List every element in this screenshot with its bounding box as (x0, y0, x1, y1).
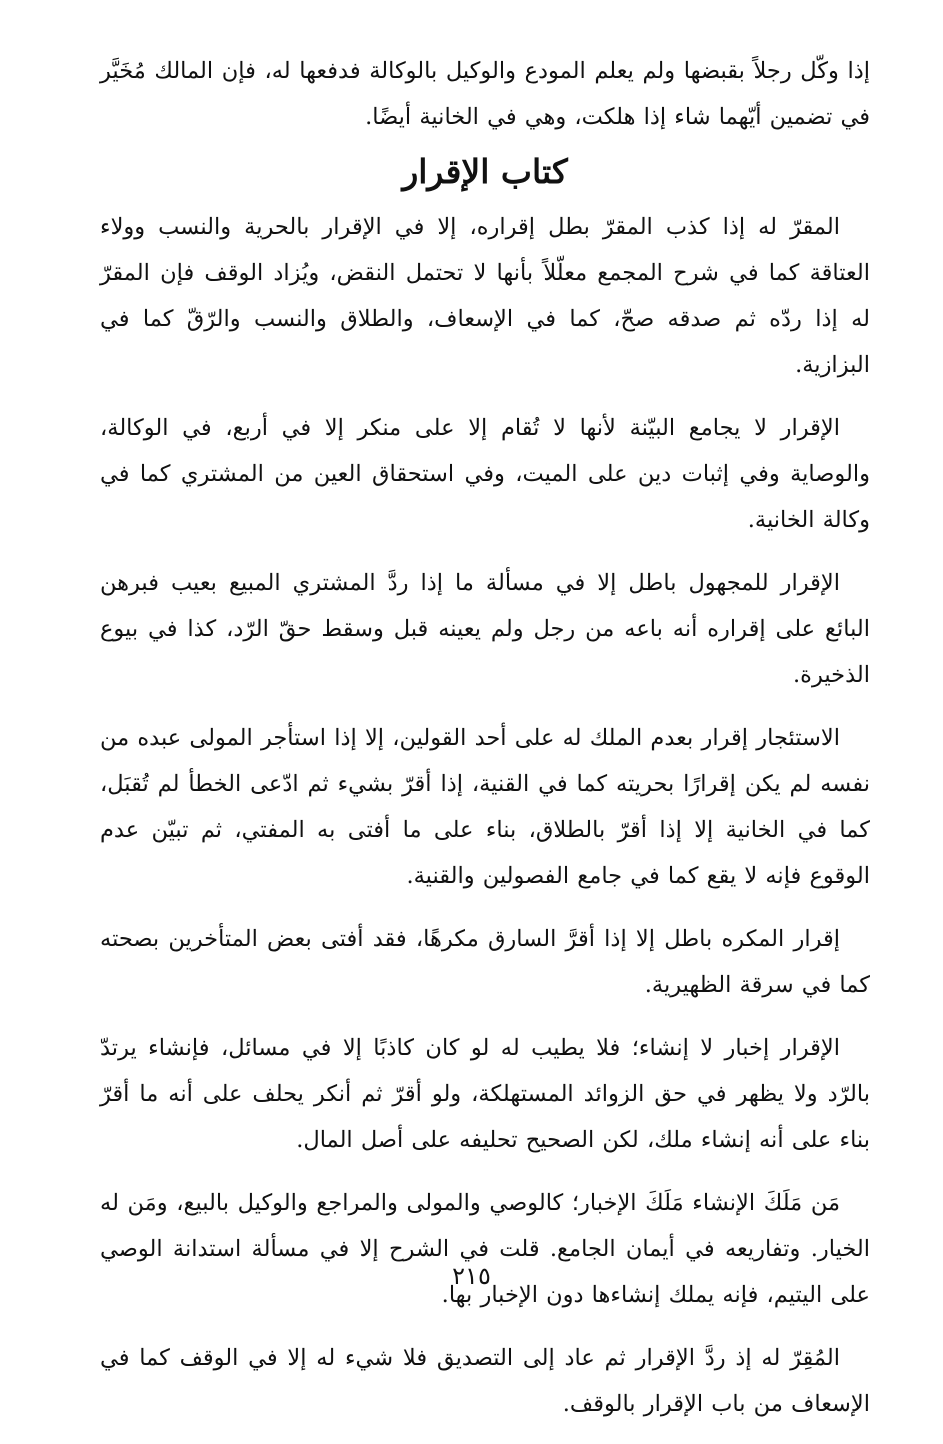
paragraph-1: المقرّ له إذا كذب المقرّ بطل إقراره، إلا في الإقرار بالحرية والنسب وولاء العتاقة كما في شرح المجمع معلّلاً بأنها لا تحتمل النقض، ويُزاد الوقف فإن المقرّ له إذا ردّه ثم صدقه صحّ، كما في الإسعاف، والطلاق والنسب والرّقّ كما في البزازية. (100, 214, 870, 378)
paragraph-4: الاستئجار إقرار بعدم الملك له على أحد القولين، إلا إذا استأجر المولى عبده من نفسه لم يكن إقرارًا بحريته كما في القنية، إذا أقرّ بشيء ثم ادّعى الخطأ لم تُقبَل، كما في الخانية إلا إذا أقرّ بالطلاق، بناء على ما أفتى به المفتي، ثم تبيّن عدم الوقوع فإنه لا يقع كما في جامع الفصولين والقنية. (100, 725, 870, 889)
paragraph-7: مَن مَلَكَ الإنشاء مَلَكَ الإخبار؛ كالوصي والمولى والمراجع والوكيل بالبيع، ومَن له الخيار. وتفاريعه في أيمان الجامع. قلت في الشرح إلا في مسألة استدانة الوصي على اليتيم، فإنه يملك إنشاءها دون الإخبار بها. (100, 1190, 870, 1308)
paragraph-continuation: إذا وكّل رجلاً بقبضها ولم يعلم المودع والوكيل بالوكالة فدفعها له، فإن المالك مُخَيَّر في تضمين أيّهما شاء إذا هلكت، وهي في الخانية أيضًا. (100, 58, 870, 130)
paragraph-2: الإقرار لا يجامع البيّنة لأنها لا تُقام إلا على منكر إلا في أربع، في الوكالة، والوصاية وفي إثبات دين على الميت، وفي استحقاق العين من المشتري كما في وكالة الخانية. (100, 415, 870, 533)
paragraph-8: المُقِرّ له إذ ردَّ الإقرار ثم عاد إلى التصديق فلا شيء له إلا في الوقف كما في الإسعاف من باب الإقرار بالوقف. (100, 1345, 870, 1417)
page-number: ٢١٥ (452, 1262, 491, 1290)
paragraph-3: الإقرار للمجهول باطل إلا في مسألة ما إذا ردَّ المشتري المبيع بعيب فبرهن البائع على إقراره أنه باعه من رجل ولم يعينه قبل وسقط حقّ الرّد، كذا في بيوع الذخيرة. (100, 570, 870, 688)
chapter-heading: كتاب الإقرار (402, 152, 568, 191)
paragraph-6: الإقرار إخبار لا إنشاء؛ فلا يطيب له لو كان كاذبًا إلا في مسائل، فإنشاء يرتدّ بالرّد ولا يظهر في حق الزوائد المستهلكة، ولو أقرّ ثم أنكر يحلف على أنه ما أقرّ بناء على أنه إنشاء ملك، لكن الصحيح تحليفه على أصل المال. (100, 1035, 870, 1153)
page-body (100, 48, 870, 1444)
paragraph-5: إقرار المكره باطل إلا إذا أقرَّ السارق مكرهًا، فقد أفتى بعض المتأخرين بصحته كما في سرقة الظهيرية. (100, 926, 870, 998)
